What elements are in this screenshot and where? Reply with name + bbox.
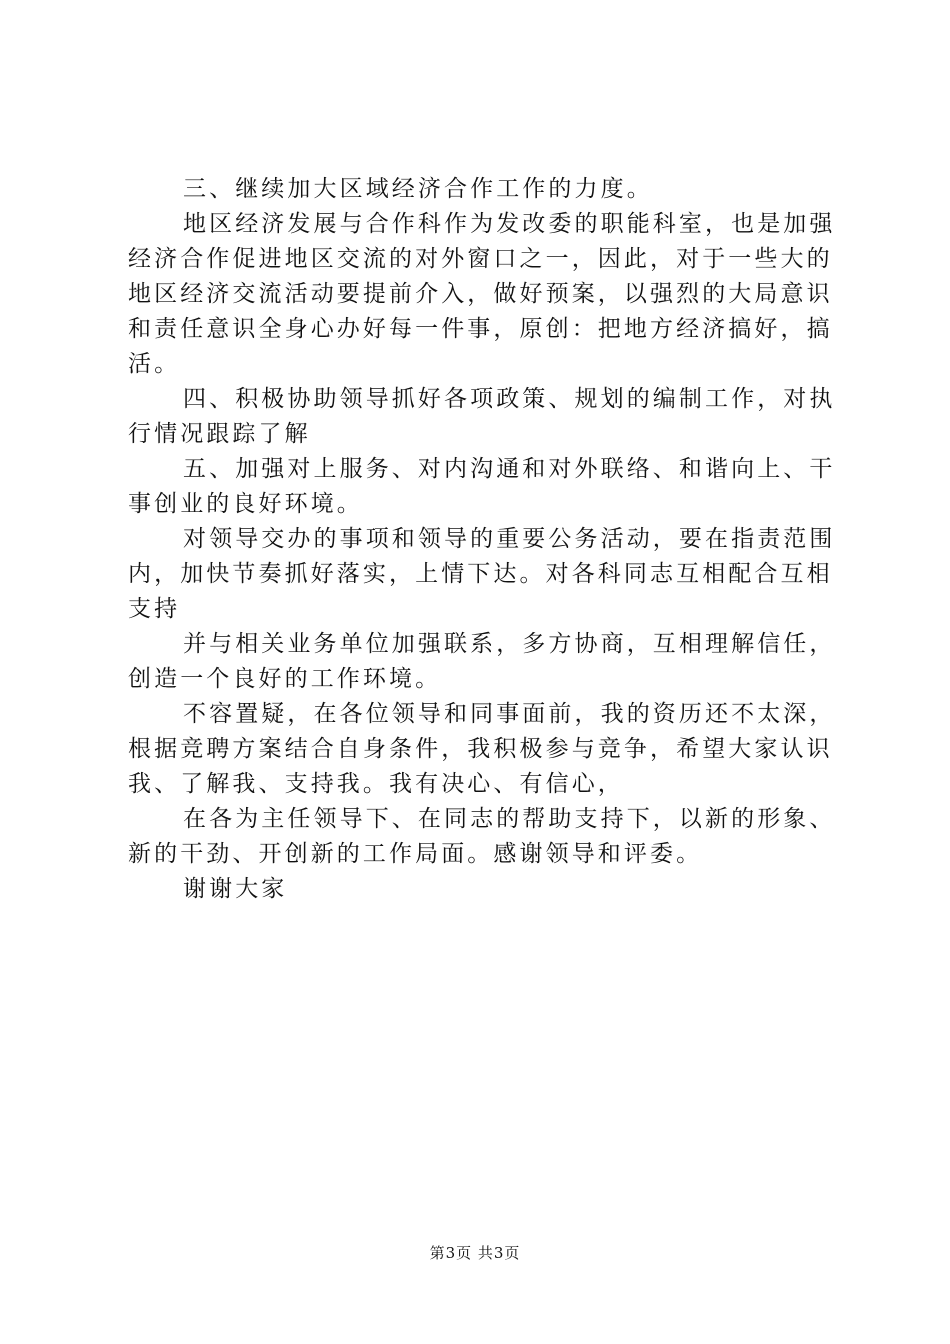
paragraph-thanks: 谢谢大家 xyxy=(183,876,288,902)
paragraph-regional-cooperation: 地区经济发展与合作科作为发改委的职能科室，也是加强经济合作促进地区交流的对外窗口之一，因此，对于一些大的地区经济交流活动要提前介入，做好预案，以强烈的大局意识和责任意识全身心办好每一件事，原创：把地方经济搞好，搞活。 xyxy=(128,211,836,377)
page-number-label: 第3页 共3页 xyxy=(429,1244,521,1262)
paragraph-section-three-heading: 三、继续加大区域经济合作工作的力度。 xyxy=(183,176,653,202)
page-footer xyxy=(0,1243,950,1263)
paragraph-section-four-heading: 四、积极协助领导抓好各项政策、规划的编制工作，对执行情况跟踪了解 xyxy=(128,386,836,447)
paragraph-section-five-heading: 五、加强对上服务、对内沟通和对外联络、和谐向上、干事创业的良好环境。 xyxy=(128,456,836,517)
paragraph-work-environment: 并与相关业务单位加强联系，多方协商，互相理解信任，创造一个良好的工作环境。 xyxy=(128,631,836,692)
document-body xyxy=(128,172,838,907)
paragraph-competition-statement: 不容置疑，在各位领导和同事面前，我的资历还不太深，根据竞聘方案结合自身条件，我积极参与竞争，希望大家认识我、了解我、支持我。我有决心、有信心， xyxy=(128,701,836,797)
paragraph-leadership-tasks: 对领导交办的事项和领导的重要公务活动，要在指责范围内，加快节奏抓好落实，上情下达。对各科同志互相配合互相支持 xyxy=(128,526,836,622)
paragraph-closing-commitment: 在各为主任领导下、在同志的帮助支持下，以新的形象、新的干劲、开创新的工作局面。感谢领导和评委。 xyxy=(128,806,836,867)
